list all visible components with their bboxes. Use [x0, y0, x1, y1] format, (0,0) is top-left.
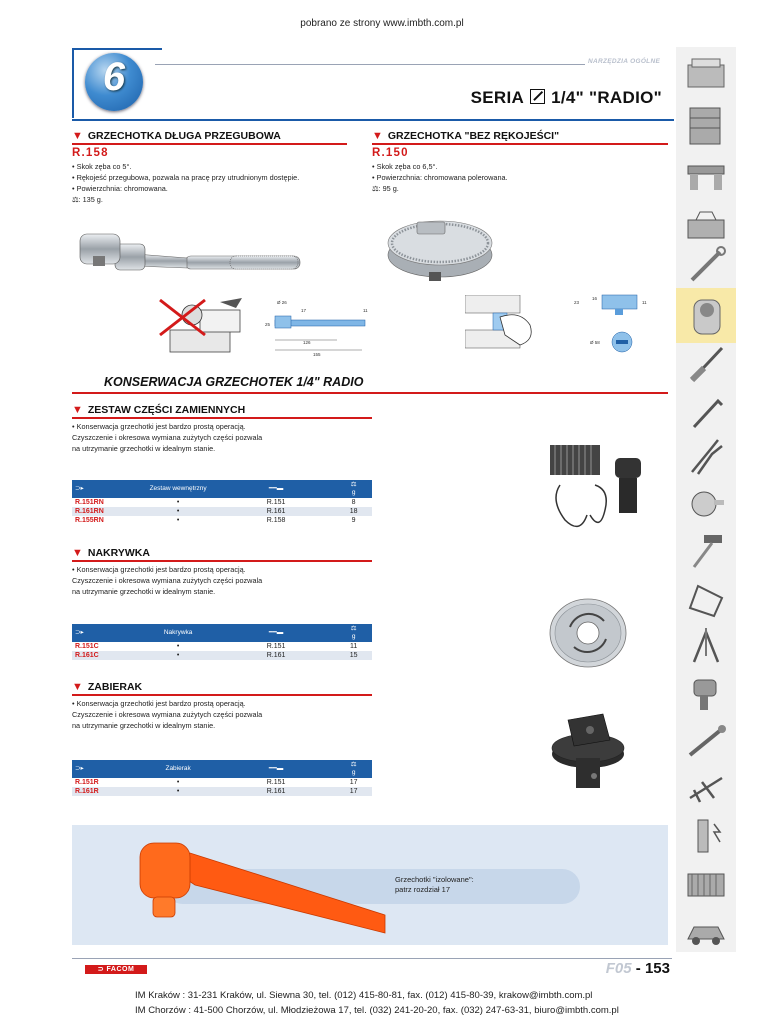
maintenance-title: KONSERWACJA GRZECHOTEK 1/4" RADIO — [104, 375, 364, 389]
storage-rack-icon — [684, 864, 728, 904]
parts-table — [72, 480, 372, 525]
sidebar-item-workbench[interactable] — [676, 150, 736, 205]
sidebar-item-insulated[interactable] — [676, 810, 736, 865]
ref-column-icon: ⊃▸ — [72, 480, 139, 498]
sidebar-item-pliers[interactable] — [676, 430, 736, 485]
tape-measure-icon — [684, 484, 728, 524]
set-description: • Konserwacja grzechotki jest bardzo prostą operacją. Czyszczenie i okresowa wymiana zużytych części pozwala na utrzymanie grzechotki w idealnym stanie. — [72, 699, 263, 730]
table-row: R.151R • R.151 17 — [72, 778, 372, 787]
ratchet-column-icon: ━━▬ — [217, 480, 335, 498]
triangle-bullet-icon: ▼ — [372, 130, 383, 142]
set-title-cover: ▼ NAKRYWKA — [72, 547, 150, 559]
driver-table — [72, 760, 372, 796]
category-label: NARZĘDZIA OGÓLNE — [588, 58, 661, 65]
series-title — [471, 88, 662, 108]
airplane-icon — [684, 768, 728, 808]
set-title-driver: ▼ ZABIERAK — [72, 681, 143, 693]
dim-label: 11 — [363, 308, 368, 313]
triangle-bullet-icon: ▼ — [72, 130, 83, 142]
col-label: Zestaw wewnętrzny — [139, 480, 217, 498]
red-rule-left — [72, 143, 347, 145]
ratchet-r158-image — [75, 220, 305, 280]
dimension-drawing-left — [265, 298, 370, 358]
puller-icon — [684, 626, 728, 666]
product-code-right: R.150 — [372, 147, 409, 159]
parts-kit-image — [545, 440, 645, 540]
weight-icon: ⚖ — [72, 195, 79, 204]
car-icon — [684, 911, 728, 951]
sidebar-item-pullers[interactable] — [676, 620, 736, 675]
product-title-right: ▼ GRZECHOTKA "BEZ RĘKOJEŚCI" — [372, 130, 560, 142]
sidebar-item-sockets[interactable] — [676, 288, 736, 343]
sidebar-item-saws[interactable] — [676, 572, 736, 627]
impact-wrench-icon — [684, 674, 728, 714]
dim-label: Ø 58 — [590, 340, 600, 345]
series-suffix: 1/4" "RADIO" — [551, 88, 662, 107]
set-description: • Konserwacja grzechotki jest bardzo prostą operacją. Czyszczenie i okresowa wymiana zużytych części pozwala na utrzymanie grzechotki w idealnym stanie. — [72, 565, 263, 596]
address-krakow: IM Kraków : 31-231 Kraków, ul. Siewna 30, tel. (012) 415-80-81, fax. (012) 415-80-39, krakow@imbth.com.pl — [135, 990, 593, 1001]
product-title-left: ▼ GRZECHOTKA DŁUGA PRZEGUBOWA — [72, 130, 281, 142]
hex-key-icon — [684, 391, 728, 431]
sidebar-item-automotive[interactable] — [676, 905, 736, 960]
usage-illustration-left — [150, 290, 250, 365]
red-rule-right — [372, 143, 668, 145]
table-row: R.161RN • R.161 18 — [72, 507, 372, 516]
usage-illustration-right — [465, 295, 540, 355]
ratchet-r150-image — [385, 210, 495, 285]
cover-image — [548, 595, 628, 670]
dim-label: 17 — [301, 308, 307, 313]
ratchet-column-icon: ━━▬ — [217, 760, 335, 778]
maintenance-rule — [72, 392, 668, 394]
set-rule — [72, 417, 372, 419]
cover-table — [72, 624, 372, 660]
facom-logo: ⊃ FACOM — [85, 965, 147, 974]
product-code-left: R.158 — [72, 147, 109, 159]
table-row: R.161R • R.161 17 — [72, 787, 372, 796]
triangle-bullet-icon: ▼ — [72, 547, 83, 559]
address-chorzow: IM Chorzów : 41-500 Chorzów, ul. Młodzieżowa 17, tel. (032) 241-20-20, fax. (032) 247-63-31, biuro@imbth.com.pl — [135, 1005, 619, 1016]
ratchet-column-icon: ━━▬ — [217, 624, 335, 642]
dim-label: 23 — [574, 300, 580, 305]
footer-rule — [72, 958, 672, 959]
col-label: Nakrywka — [139, 624, 217, 642]
tool-cabinet-icon — [684, 106, 728, 146]
weight-icon: ⚖ — [350, 481, 357, 488]
screwdriver-icon — [684, 344, 728, 384]
table-row: R.151RN • R.151 8 — [72, 498, 372, 507]
torque-wrench-icon — [684, 721, 728, 761]
dim-label: 155 — [313, 352, 321, 357]
weight-icon: ⚖ — [350, 625, 357, 632]
ref-column-icon: ⊃▸ — [72, 760, 139, 778]
dim-label: 11 — [642, 300, 647, 305]
dim-label: Ø 26 — [277, 300, 287, 305]
socket-icon — [684, 294, 728, 338]
product-desc-right: • Skok zęba co 6,5°. • Powierzchnia: chromowana polerowana. ⚖: 95 g. — [372, 162, 508, 193]
table-row: R.155RN • R.158 9 — [72, 516, 372, 525]
chapter-number: 6 — [102, 55, 126, 99]
wrench-icon — [684, 246, 728, 286]
pliers-icon — [684, 436, 728, 476]
sidebar-item-wrenches[interactable] — [676, 240, 736, 295]
table-row: R.161C • R.161 15 — [72, 651, 372, 660]
page-number: F05 - 153 — [605, 960, 670, 977]
insulated-ratchet-image — [135, 835, 395, 945]
weight-icon: ⚖ — [372, 184, 379, 193]
weight-column: ⚖ g — [335, 624, 372, 642]
product-desc-left: • Skok zęba co 5°. • Rękojeść przegubowa, pozwala na pracę przy utrudnionym dostępie. • Powierzchnia: chromowana. ⚖: 135 g. — [72, 162, 300, 204]
sidebar-item-aviation[interactable] — [676, 762, 736, 817]
insulated-tools-icon — [684, 816, 728, 856]
hacksaw-icon — [684, 578, 728, 618]
table-row: R.151C • R.151 11 — [72, 642, 372, 651]
set-title-parts: ▼ ZESTAW CZĘŚCI ZAMIENNYCH — [72, 404, 246, 416]
banner-note: Grzechotki "izolowane": patrz rozdział 17 — [395, 875, 474, 894]
dim-label: 25 — [265, 322, 271, 327]
triangle-bullet-icon: ▼ — [72, 681, 83, 693]
driver-image — [548, 712, 628, 797]
square-drive-icon — [530, 89, 545, 104]
set-description: • Konserwacja grzechotki jest bardzo prostą operacją. Czyszczenie i okresowa wymiana zużytych części pozwala na utrzymanie grzechotki w idealnym stanie. — [72, 422, 263, 453]
set-rule — [72, 560, 372, 562]
sidebar-item-cabinets[interactable] — [676, 100, 736, 155]
dim-label: 126 — [303, 340, 311, 345]
dimension-drawing-right — [572, 290, 652, 355]
triangle-bullet-icon: ▼ — [72, 404, 83, 416]
sidebar-item-toolcases[interactable] — [676, 47, 736, 102]
tool-case-icon — [684, 53, 728, 93]
header-underline — [72, 47, 674, 121]
series-prefix: SERIA — [470, 88, 525, 107]
weight-column: ⚖ g — [335, 760, 372, 778]
hammer-icon — [684, 531, 728, 571]
set-rule — [72, 694, 372, 696]
source-note: pobrano ze strony www.imbth.com.pl — [300, 18, 464, 29]
dim-label: 16 — [592, 296, 598, 301]
weight-column: ⚖ g — [335, 480, 372, 498]
weight-icon: ⚖ — [350, 761, 357, 768]
ref-column-icon: ⊃▸ — [72, 624, 139, 642]
workbench-icon — [684, 156, 728, 196]
col-label: Zabierak — [139, 760, 217, 778]
